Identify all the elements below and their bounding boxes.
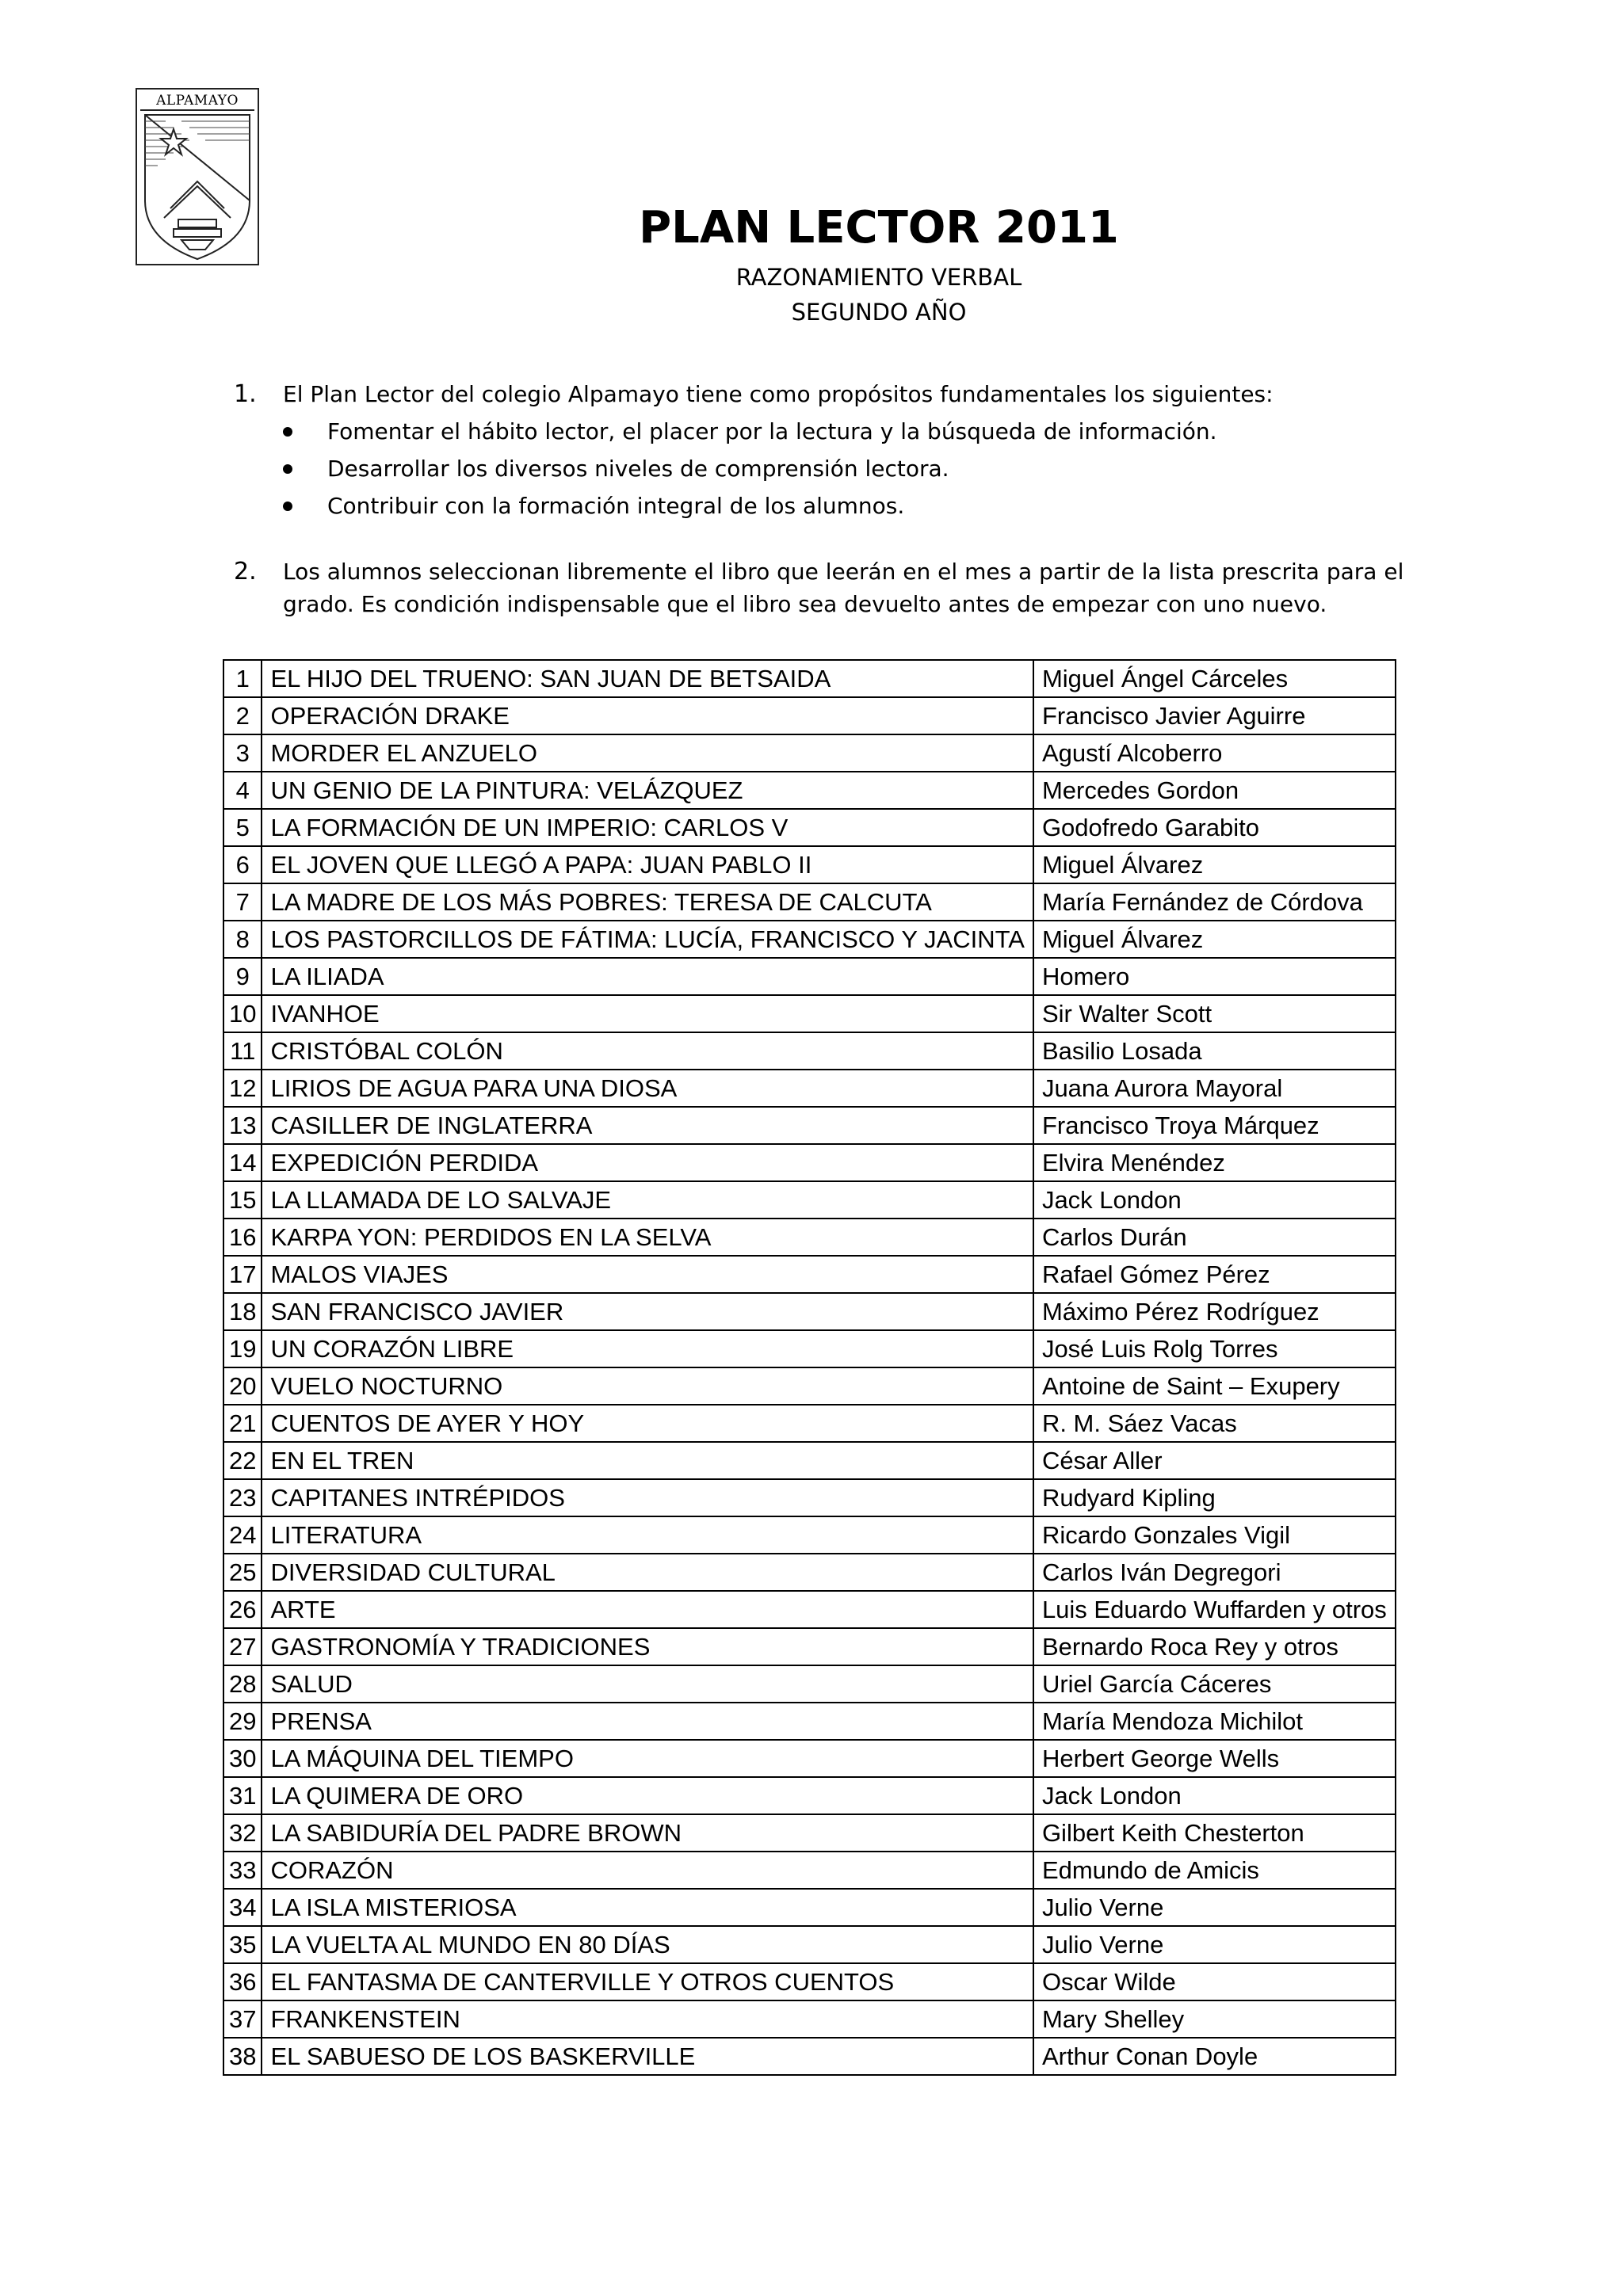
table-row (223, 1591, 1396, 1628)
book-number: 6 (223, 846, 262, 883)
book-number: 31 (223, 1777, 262, 1814)
table-row (223, 1963, 1396, 2000)
bullet-icon (283, 464, 292, 474)
book-author: Francisco Javier Aguirre (1033, 697, 1396, 734)
table-row (223, 1070, 1396, 1107)
table-row (223, 1219, 1396, 1256)
book-number: 13 (223, 1107, 262, 1144)
section-2 (234, 555, 1423, 620)
book-title: CORAZÓN (262, 1852, 1033, 1889)
logo-text: ALPAMAYO (140, 92, 254, 111)
book-title: SAN FRANCISCO JAVIER (262, 1293, 1033, 1330)
book-number: 33 (223, 1852, 262, 1889)
book-author: Sir Walter Scott (1033, 995, 1396, 1032)
book-number: 16 (223, 1219, 262, 1256)
book-title: IVANHOE (262, 995, 1033, 1032)
book-title: CAPITANES INTRÉPIDOS (262, 1479, 1033, 1516)
table-row (223, 1293, 1396, 1330)
table-row (223, 1665, 1396, 1703)
book-number: 29 (223, 1703, 262, 1740)
book-number: 30 (223, 1740, 262, 1777)
book-title: UN GENIO DE LA PINTURA: VELÁZQUEZ (262, 772, 1033, 809)
table-row (223, 846, 1396, 883)
subtitle-subject: RAZONAMIENTO VERBAL (735, 264, 1022, 291)
book-author: Herbert George Wells (1033, 1740, 1396, 1777)
document-header (135, 196, 1623, 330)
table-row (223, 1852, 1396, 1889)
table-row (223, 995, 1396, 1032)
book-number: 24 (223, 1516, 262, 1554)
book-list-body (223, 660, 1396, 2075)
table-row (223, 1814, 1396, 1852)
book-title: FRANKENSTEIN (262, 2000, 1033, 2038)
table-row (223, 1107, 1396, 1144)
bullet-icon (283, 427, 292, 437)
table-row (223, 1628, 1396, 1665)
book-number: 35 (223, 1926, 262, 1963)
book-title: LIRIOS DE AGUA PARA UNA DIOSA (262, 1070, 1033, 1107)
book-title: LA MADRE DE LOS MÁS POBRES: TERESA DE CALCUTA (262, 883, 1033, 921)
book-number: 2 (223, 697, 262, 734)
book-author: Miguel Ángel Cárceles (1033, 660, 1396, 697)
table-row (223, 1032, 1396, 1070)
book-number: 18 (223, 1293, 262, 1330)
book-number: 4 (223, 772, 262, 809)
book-author: Ricardo Gonzales Vigil (1033, 1516, 1396, 1554)
table-row (223, 921, 1396, 958)
table-row (223, 1926, 1396, 1963)
section-1 (234, 376, 1423, 524)
book-author: María Fernández de Córdova (1033, 883, 1396, 921)
book-number: 12 (223, 1070, 262, 1107)
page-title: PLAN LECTOR 2011 (639, 202, 1119, 254)
table-row (223, 1144, 1396, 1181)
book-number: 14 (223, 1144, 262, 1181)
book-title: GASTRONOMÍA Y TRADICIONES (262, 1628, 1033, 1665)
table-row (223, 1554, 1396, 1591)
book-number: 27 (223, 1628, 262, 1665)
book-number: 21 (223, 1405, 262, 1442)
book-title: EL SABUESO DE LOS BASKERVILLE (262, 2038, 1033, 2075)
book-number: 34 (223, 1889, 262, 1926)
book-number: 22 (223, 1442, 262, 1479)
table-row (223, 1442, 1396, 1479)
table-row (223, 1367, 1396, 1405)
book-number: 23 (223, 1479, 262, 1516)
book-author: Miguel Álvarez (1033, 921, 1396, 958)
book-author: Elvira Menéndez (1033, 1144, 1396, 1181)
book-title: UN CORAZÓN LIBRE (262, 1330, 1033, 1367)
book-list-table (223, 659, 1396, 2076)
table-row (223, 772, 1396, 809)
book-title: LA VUELTA AL MUNDO EN 80 DÍAS (262, 1926, 1033, 1963)
section-1-number: 1. (234, 380, 257, 408)
table-row (223, 1181, 1396, 1219)
book-number: 15 (223, 1181, 262, 1219)
book-title: LA QUIMERA DE ORO (262, 1777, 1033, 1814)
book-number: 7 (223, 883, 262, 921)
book-title: EL JOVEN QUE LLEGÓ A PAPA: JUAN PABLO II (262, 846, 1033, 883)
book-author: Oscar Wilde (1033, 1963, 1396, 2000)
table-row (223, 1256, 1396, 1293)
book-author: Julio Verne (1033, 1926, 1396, 1963)
book-title: LA SABIDURÍA DEL PADRE BROWN (262, 1814, 1033, 1852)
book-number: 38 (223, 2038, 262, 2075)
book-author: César Aller (1033, 1442, 1396, 1479)
table-row (223, 1405, 1396, 1442)
list-item: Desarrollar los diversos niveles de comprensión lectora. (234, 450, 1423, 487)
book-number: 8 (223, 921, 262, 958)
book-title: EL HIJO DEL TRUENO: SAN JUAN DE BETSAIDA (262, 660, 1033, 697)
book-title: LA MÁQUINA DEL TIEMPO (262, 1740, 1033, 1777)
book-title: MORDER EL ANZUELO (262, 734, 1033, 772)
book-title: CRISTÓBAL COLÓN (262, 1032, 1033, 1070)
table-row (223, 958, 1396, 995)
book-author: Mary Shelley (1033, 2000, 1396, 2038)
book-number: 5 (223, 809, 262, 846)
book-author: Jack London (1033, 1777, 1396, 1814)
book-title: CASILLER DE INGLATERRA (262, 1107, 1033, 1144)
book-title: VUELO NOCTURNO (262, 1367, 1033, 1405)
book-author: Edmundo de Amicis (1033, 1852, 1396, 1889)
book-author: Mercedes Gordon (1033, 772, 1396, 809)
table-row (223, 1889, 1396, 1926)
table-row (223, 1516, 1396, 1554)
book-title: KARPA YON: PERDIDOS EN LA SELVA (262, 1219, 1033, 1256)
book-author: Bernardo Roca Rey y otros (1033, 1628, 1396, 1665)
book-title: LA ILIADA (262, 958, 1033, 995)
book-author: Miguel Álvarez (1033, 846, 1396, 883)
section-1-intro: El Plan Lector del colegio Alpamayo tiene como propósitos fundamentales los siguientes: (283, 381, 1274, 407)
book-number: 1 (223, 660, 262, 697)
book-number: 26 (223, 1591, 262, 1628)
table-row (223, 809, 1396, 846)
book-title: OPERACIÓN DRAKE (262, 697, 1033, 734)
book-number: 36 (223, 1963, 262, 2000)
book-title: PRENSA (262, 1703, 1033, 1740)
book-author: Basilio Losada (1033, 1032, 1396, 1070)
section-2-text: Los alumnos seleccionan libremente el libro que leerán en el mes a partir de la lista prescrita para el grado. Es condición indispensable que el libro sea devuelto antes de empezar con uno nuevo. (283, 559, 1404, 617)
book-title: LOS PASTORCILLOS DE FÁTIMA: LUCÍA, FRANCISCO Y JACINTA (262, 921, 1033, 958)
book-title: LITERATURA (262, 1516, 1033, 1554)
book-title: EXPEDICIÓN PERDIDA (262, 1144, 1033, 1181)
book-title: MALOS VIAJES (262, 1256, 1033, 1293)
book-title: EL FANTASMA DE CANTERVILLE Y OTROS CUENTOS (262, 1963, 1033, 2000)
book-author: Jack London (1033, 1181, 1396, 1219)
book-title: SALUD (262, 1665, 1033, 1703)
list-item: Contribuir con la formación integral de los alumnos. (234, 487, 1423, 524)
book-title: EN EL TREN (262, 1442, 1033, 1479)
book-author: Rafael Gómez Pérez (1033, 1256, 1396, 1293)
book-title: ARTE (262, 1591, 1033, 1628)
book-number: 17 (223, 1256, 262, 1293)
book-author: Godofredo Garabito (1033, 809, 1396, 846)
bullet-icon (283, 502, 292, 511)
book-number: 10 (223, 995, 262, 1032)
book-author: R. M. Sáez Vacas (1033, 1405, 1396, 1442)
table-row (223, 1740, 1396, 1777)
table-row (223, 1330, 1396, 1367)
table-row (223, 2000, 1396, 2038)
table-row (223, 660, 1396, 697)
book-title: LA LLAMADA DE LO SALVAJE (262, 1181, 1033, 1219)
book-author: Máximo Pérez Rodríguez (1033, 1293, 1396, 1330)
book-author: Carlos Iván Degregori (1033, 1554, 1396, 1591)
table-row (223, 1479, 1396, 1516)
book-author: Rudyard Kipling (1033, 1479, 1396, 1516)
section-2-number: 2. (234, 558, 257, 585)
table-row (223, 2038, 1396, 2075)
purpose-list (234, 413, 1423, 524)
book-number: 19 (223, 1330, 262, 1367)
book-author: Gilbert Keith Chesterton (1033, 1814, 1396, 1852)
book-author: Antoine de Saint – Exupery (1033, 1367, 1396, 1405)
book-author: Carlos Durán (1033, 1219, 1396, 1256)
book-title: DIVERSIDAD CULTURAL (262, 1554, 1033, 1591)
book-author: Uriel García Cáceres (1033, 1665, 1396, 1703)
book-number: 28 (223, 1665, 262, 1703)
book-author: Agustí Alcoberro (1033, 734, 1396, 772)
book-number: 20 (223, 1367, 262, 1405)
book-author: Julio Verne (1033, 1889, 1396, 1926)
book-author: Francisco Troya Márquez (1033, 1107, 1396, 1144)
book-number: 3 (223, 734, 262, 772)
book-number: 37 (223, 2000, 262, 2038)
book-author: Juana Aurora Mayoral (1033, 1070, 1396, 1107)
subtitle-grade: SEGUNDO AÑO (791, 299, 967, 326)
table-row (223, 734, 1396, 772)
book-number: 9 (223, 958, 262, 995)
book-author: Arthur Conan Doyle (1033, 2038, 1396, 2075)
book-author: José Luis Rolg Torres (1033, 1330, 1396, 1367)
book-author: María Mendoza Michilot (1033, 1703, 1396, 1740)
book-author: Luis Eduardo Wuffarden y otros (1033, 1591, 1396, 1628)
book-author: Homero (1033, 958, 1396, 995)
book-number: 32 (223, 1814, 262, 1852)
table-row (223, 1703, 1396, 1740)
book-title: LA ISLA MISTERIOSA (262, 1889, 1033, 1926)
table-row (223, 697, 1396, 734)
book-title: LA FORMACIÓN DE UN IMPERIO: CARLOS V (262, 809, 1033, 846)
table-row (223, 883, 1396, 921)
book-title: CUENTOS DE AYER Y HOY (262, 1405, 1033, 1442)
book-number: 25 (223, 1554, 262, 1591)
book-number: 11 (223, 1032, 262, 1070)
list-item: Fomentar el hábito lector, el placer por la lectura y la búsqueda de información. (234, 413, 1423, 450)
table-row (223, 1777, 1396, 1814)
